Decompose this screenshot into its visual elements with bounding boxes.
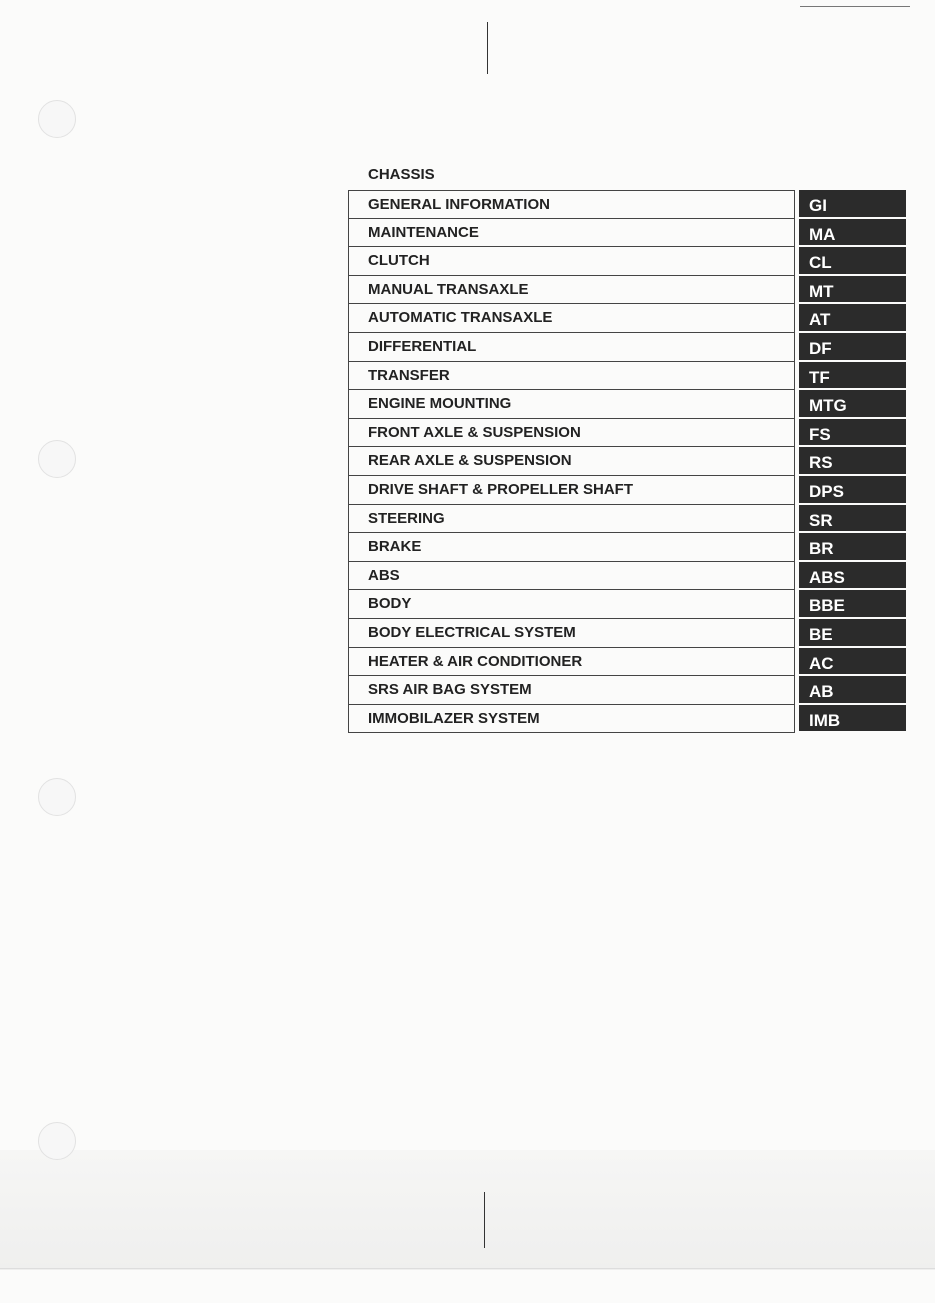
- toc-row: [348, 562, 906, 591]
- toc-entry-label[interactable]: TRANSFER: [348, 362, 795, 391]
- toc-row: [348, 476, 906, 505]
- section-tab[interactable]: AC: [799, 648, 906, 676]
- section-title: CHASSIS: [368, 166, 435, 183]
- section-tab[interactable]: BBE: [799, 590, 906, 618]
- section-tab[interactable]: RS: [799, 447, 906, 475]
- toc-entry-label[interactable]: ABS: [348, 562, 795, 591]
- toc-entry-label[interactable]: SRS AIR BAG SYSTEM: [348, 676, 795, 705]
- toc-row: [348, 619, 906, 648]
- toc-row: [348, 247, 906, 276]
- binder-hole: [38, 440, 76, 478]
- section-tab[interactable]: GI: [799, 190, 906, 218]
- toc-entry-label[interactable]: BODY ELECTRICAL SYSTEM: [348, 619, 795, 648]
- header-rule: [800, 6, 910, 7]
- binder-hole: [38, 1122, 76, 1160]
- toc-row: [348, 705, 906, 734]
- section-tab[interactable]: SR: [799, 505, 906, 533]
- section-tab[interactable]: DF: [799, 333, 906, 361]
- toc-entry-label[interactable]: GENERAL INFORMATION: [348, 190, 795, 219]
- toc-entry-label[interactable]: HEATER & AIR CONDITIONER: [348, 648, 795, 677]
- section-tab[interactable]: TF: [799, 362, 906, 390]
- toc-entry-label[interactable]: DIFFERENTIAL: [348, 333, 795, 362]
- toc-row: [348, 390, 906, 419]
- binder-hole: [38, 778, 76, 816]
- toc-row: [348, 419, 906, 448]
- section-tab[interactable]: AB: [799, 676, 906, 704]
- section-tab[interactable]: MA: [799, 219, 906, 247]
- toc-row: [348, 533, 906, 562]
- section-tab[interactable]: IMB: [799, 705, 906, 733]
- center-mark-bottom: [484, 1192, 485, 1248]
- section-tab[interactable]: MT: [799, 276, 906, 304]
- toc-entry-label[interactable]: BRAKE: [348, 533, 795, 562]
- section-tab[interactable]: AT: [799, 304, 906, 332]
- toc-row: [348, 505, 906, 534]
- toc-entry-label[interactable]: BODY: [348, 590, 795, 619]
- table-of-contents: [348, 190, 906, 733]
- center-mark-top: [487, 22, 488, 74]
- toc-row: [348, 333, 906, 362]
- toc-entry-label[interactable]: IMMOBILAZER SYSTEM: [348, 705, 795, 734]
- toc-entry-label[interactable]: MANUAL TRANSAXLE: [348, 276, 795, 305]
- toc-entry-label[interactable]: REAR AXLE & SUSPENSION: [348, 447, 795, 476]
- section-tab[interactable]: ABS: [799, 562, 906, 590]
- toc-row: [348, 304, 906, 333]
- toc-row: [348, 362, 906, 391]
- section-tab[interactable]: CL: [799, 247, 906, 275]
- toc-row: [348, 447, 906, 476]
- toc-entry-label[interactable]: MAINTENANCE: [348, 219, 795, 248]
- section-tab[interactable]: BE: [799, 619, 906, 647]
- toc-row: [348, 190, 906, 219]
- scan-shadow: [0, 1150, 935, 1270]
- section-tab[interactable]: DPS: [799, 476, 906, 504]
- toc-row: [348, 276, 906, 305]
- toc-row: [348, 219, 906, 248]
- toc-row: [348, 676, 906, 705]
- toc-entry-label[interactable]: STEERING: [348, 505, 795, 534]
- section-tab[interactable]: MTG: [799, 390, 906, 418]
- binder-hole: [38, 100, 76, 138]
- toc-row: [348, 590, 906, 619]
- toc-entry-label[interactable]: AUTOMATIC TRANSAXLE: [348, 304, 795, 333]
- toc-entry-label[interactable]: ENGINE MOUNTING: [348, 390, 795, 419]
- section-tab[interactable]: BR: [799, 533, 906, 561]
- toc-entry-label[interactable]: CLUTCH: [348, 247, 795, 276]
- toc-entry-label[interactable]: FRONT AXLE & SUSPENSION: [348, 419, 795, 448]
- section-tab[interactable]: FS: [799, 419, 906, 447]
- toc-row: [348, 648, 906, 677]
- page-bottom-edge: [0, 1268, 935, 1269]
- toc-entry-label[interactable]: DRIVE SHAFT & PROPELLER SHAFT: [348, 476, 795, 505]
